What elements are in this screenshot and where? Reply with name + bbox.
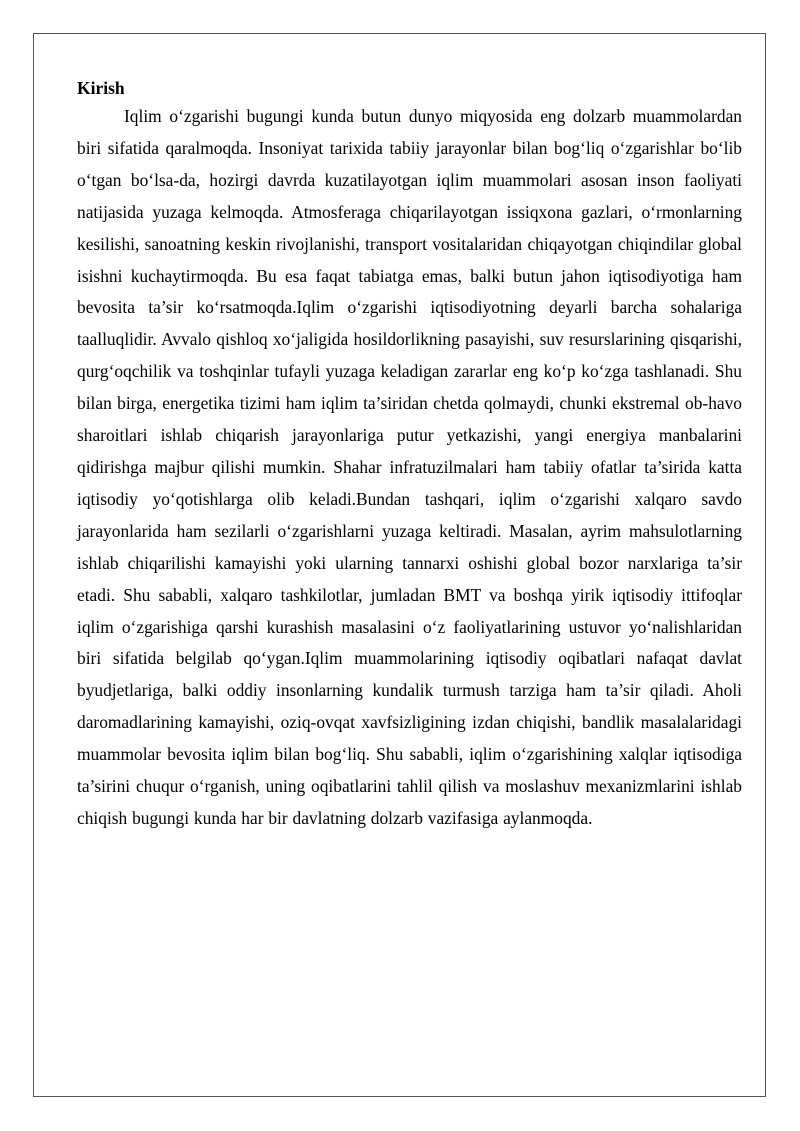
document-body xyxy=(77,74,742,835)
section-heading: Kirish xyxy=(77,78,125,98)
body-paragraph: Iqlim o‘zgarishi bugungi kunda butun dunyo miqyosida eng dolzarb muammolardan biri sifatida qaralmoqda. Insoniyat tarixida tabiiy jarayonlar bilan bog‘liq o‘zgarishlar bo‘lib o‘tgan bo‘lsa-da, hozirgi davrda kuzatilayotgan iqlim muammolari asosan inson faoliyati natijasida yuzaga kelmoqda. Atmosferaga chiqarilayotgan issiqxona gazlari, o‘rmonlarning kesilishi, sanoatning keskin rivojlanishi, transport vositalaridan chiqayotgan chiqindilar global isishni kuchaytirmoqda. Bu esa faqat tabiatga emas, balki butun jahon iqtisodiyotiga ham bevosita ta’sir ko‘rsatmoqda.Iqlim o‘zgarishi iqtisodiyotning deyarli barcha sohalariga taalluqlidir. Avvalo qishloq xo‘jaligida hosildorlikning pasayishi, suv resurslarining qisqarishi, qurg‘oqchilik va toshqinlar tufayli yuzaga keladigan zararlar eng ko‘p ko‘zga tashlanadi. Shu bilan birga, energetika tizimi ham iqlim ta’siridan chetda qolmaydi, chunki ekstremal ob-havo sharoitlari ishlab chiqarish jarayonlariga putur yetkazishi, yangi energiya manbalarini qidirishga majbur qilishi mumkin. Shahar infratuzilmalari ham tabiiy ofatlar ta’sirida katta iqtisodiy yo‘qotishlarga olib keladi.Bundan tashqari, iqlim o‘zgarishi xalqaro savdo jarayonlarida ham sezilarli o‘zgarishlarni yuzaga keltiradi. Masalan, ayrim mahsulotlarning ishlab chiqarilishi kamayishi yoki ularning tannarxi oshishi global bozor narxlariga ta’sir etadi. Shu sababli, xalqaro tashkilotlar, jumladan BMT va boshqa yirik iqtisodiy ittifoqlar iqlim o‘zgarishiga qarshi kurashish masalasini o‘z faoliyatlarining ustuvor yo‘nalishlaridan biri sifatida belgilab qo‘ygan.Iqlim muammolarining iqtisodiy oqibatlari nafaqat davlat byudjetlariga, balki oddiy insonlarning kundalik turmush tarziga ham ta’sir qiladi. Aholi daromadlarining kamayishi, oziq-ovqat xavfsizligining izdan chiqishi, bandlik masalalaridagi muammolar bevosita iqlim bilan bog‘liq. Shu sababli, iqlim o‘zgarishining xalqlar iqtisodiga ta’sirini chuqur o‘rganish, uning oqibatlarini tahlil qilish va moslashuv mexanizmlarini ishlab chiqish bugungi kunda har bir davlatning dolzarb vazifasiga aylanmoqda. xyxy=(77,106,742,828)
